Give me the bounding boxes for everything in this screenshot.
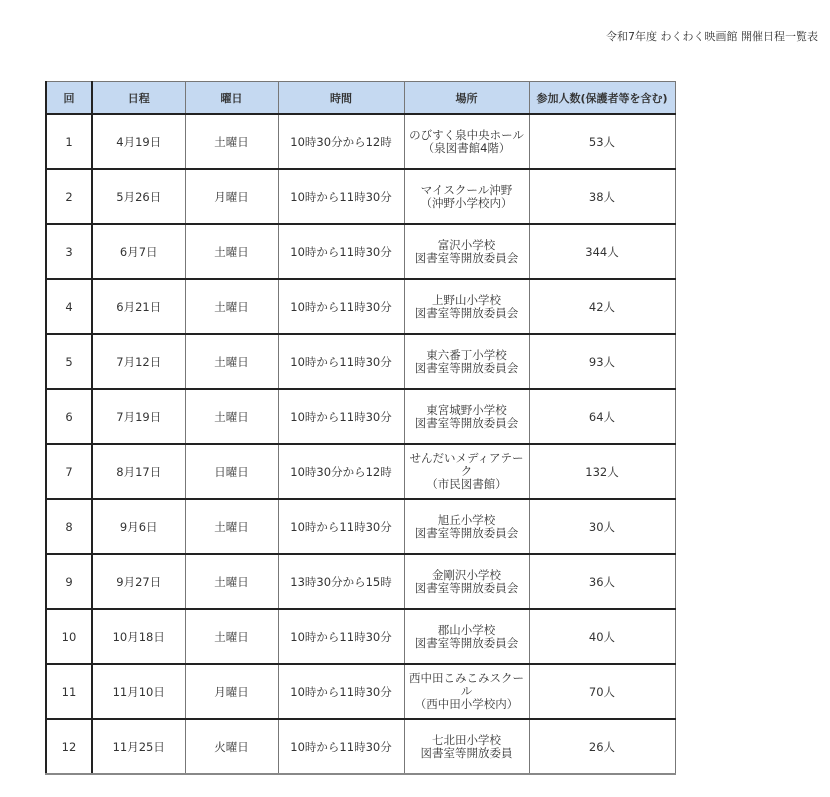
cell-time: 10時から11時30分 — [278, 719, 404, 774]
table-row — [46, 609, 675, 664]
cell-weekday: 土曜日 — [185, 554, 278, 609]
place-detail: （沖野小学校内） — [420, 195, 513, 210]
cell-time: 10時から11時30分 — [278, 609, 404, 664]
place-name: のびすく泉中央ホール — [409, 127, 524, 142]
place-detail: （泉図書館4階） — [422, 140, 511, 155]
table-row — [46, 114, 675, 169]
cell-count: 26人 — [529, 719, 675, 774]
table-row — [46, 444, 675, 499]
place-detail: 図書室等開放委員会 — [414, 580, 519, 595]
cell-count: 64人 — [529, 389, 675, 444]
header-no: 回 — [46, 82, 92, 115]
cell-time: 10時から11時30分 — [278, 224, 404, 279]
place-detail: 図書室等開放委員会 — [414, 305, 519, 320]
cell-no: 5 — [46, 334, 92, 389]
place-name: 郡山小学校 — [437, 622, 496, 637]
cell-date: 6月7日 — [92, 224, 185, 279]
place-name: 旭丘小学校 — [437, 512, 496, 527]
cell-place — [404, 279, 529, 334]
cell-weekday: 土曜日 — [185, 224, 278, 279]
cell-weekday: 月曜日 — [185, 664, 278, 719]
place-name: せんだいメディアテーク — [409, 451, 524, 478]
place-name: 金剛沢小学校 — [432, 567, 501, 582]
cell-place — [404, 114, 529, 169]
table-row — [46, 554, 675, 609]
cell-time: 10時から11時30分 — [278, 389, 404, 444]
cell-count: 70人 — [529, 664, 675, 719]
cell-date: 9月27日 — [92, 554, 185, 609]
place-detail: 図書室等開放委員会 — [414, 415, 519, 430]
cell-weekday: 土曜日 — [185, 279, 278, 334]
cell-no: 12 — [46, 719, 92, 774]
cell-place — [404, 664, 529, 719]
place-detail: （市民図書館） — [426, 477, 507, 491]
cell-count: 344人 — [529, 224, 675, 279]
cell-weekday: 土曜日 — [185, 609, 278, 664]
cell-place — [404, 444, 529, 499]
header-place: 場所 — [404, 82, 529, 115]
document-title: 令和7年度 わくわく映画館 開催日程一覧表 — [606, 30, 818, 43]
cell-no: 8 — [46, 499, 92, 554]
cell-time: 10時から11時30分 — [278, 499, 404, 554]
cell-weekday: 月曜日 — [185, 169, 278, 224]
cell-date: 6月21日 — [92, 279, 185, 334]
cell-date: 10月18日 — [92, 609, 185, 664]
cell-weekday: 土曜日 — [185, 389, 278, 444]
place-detail: 図書室等開放委員会 — [414, 360, 519, 375]
schedule-table — [45, 81, 676, 775]
table-row — [46, 224, 675, 279]
place-name: 東六番丁小学校 — [426, 347, 507, 362]
table-row — [46, 169, 675, 224]
cell-count: 93人 — [529, 334, 675, 389]
cell-count: 132人 — [529, 444, 675, 499]
cell-time: 10時から11時30分 — [278, 664, 404, 719]
cell-place — [404, 334, 529, 389]
cell-no: 2 — [46, 169, 92, 224]
place-detail: 図書室等開放委員会 — [414, 635, 519, 650]
cell-place — [404, 389, 529, 444]
cell-date: 7月12日 — [92, 334, 185, 389]
cell-date: 7月19日 — [92, 389, 185, 444]
place-name: 上野山小学校 — [432, 292, 501, 307]
cell-weekday: 土曜日 — [185, 114, 278, 169]
cell-no: 3 — [46, 224, 92, 279]
cell-time: 10時から11時30分 — [278, 169, 404, 224]
cell-no: 10 — [46, 609, 92, 664]
cell-date: 5月26日 — [92, 169, 185, 224]
cell-time: 10時から11時30分 — [278, 334, 404, 389]
table-row — [46, 664, 675, 719]
place-detail: 図書室等開放委員 — [420, 745, 513, 760]
cell-count: 30人 — [529, 499, 675, 554]
table-row — [46, 334, 675, 389]
cell-no: 9 — [46, 554, 92, 609]
cell-count: 53人 — [529, 114, 675, 169]
cell-no: 1 — [46, 114, 92, 169]
place-detail: 図書室等開放委員会 — [414, 250, 519, 265]
table-header-row — [46, 82, 675, 115]
cell-time: 10時から11時30分 — [278, 279, 404, 334]
cell-no: 4 — [46, 279, 92, 334]
cell-date: 11月10日 — [92, 664, 185, 719]
cell-weekday: 土曜日 — [185, 499, 278, 554]
cell-count: 38人 — [529, 169, 675, 224]
cell-weekday: 火曜日 — [185, 719, 278, 774]
place-name: 七北田小学校 — [432, 732, 501, 747]
cell-date: 4月19日 — [92, 114, 185, 169]
place-name: マイスクール沖野 — [420, 182, 513, 197]
table-row — [46, 719, 675, 774]
cell-count: 36人 — [529, 554, 675, 609]
cell-count: 40人 — [529, 609, 675, 664]
table-row — [46, 499, 675, 554]
place-name: 西中田こみこみスクール — [409, 671, 524, 698]
cell-date: 8月17日 — [92, 444, 185, 499]
cell-place — [404, 609, 529, 664]
cell-place — [404, 554, 529, 609]
cell-weekday: 日曜日 — [185, 444, 278, 499]
header-count: 参加人数(保護者等を含む) — [529, 82, 675, 115]
cell-no: 7 — [46, 444, 92, 499]
table-row — [46, 279, 675, 334]
cell-time: 10時30分から12時 — [278, 444, 404, 499]
place-detail: （西中田小学校内） — [414, 697, 519, 711]
cell-place — [404, 169, 529, 224]
place-name: 富沢小学校 — [437, 237, 496, 252]
cell-place — [404, 224, 529, 279]
cell-date: 9月6日 — [92, 499, 185, 554]
header-date: 日程 — [92, 82, 185, 115]
header-weekday: 曜日 — [185, 82, 278, 115]
table-row — [46, 389, 675, 444]
cell-date: 11月25日 — [92, 719, 185, 774]
cell-count: 42人 — [529, 279, 675, 334]
cell-place — [404, 499, 529, 554]
cell-weekday: 土曜日 — [185, 334, 278, 389]
place-detail: 図書室等開放委員会 — [414, 525, 519, 540]
cell-time: 10時30分から12時 — [278, 114, 404, 169]
cell-place — [404, 719, 529, 774]
place-name: 東宮城野小学校 — [426, 402, 507, 417]
cell-time: 13時30分から15時 — [278, 554, 404, 609]
cell-no: 11 — [46, 664, 92, 719]
header-time: 時間 — [278, 82, 404, 115]
cell-no: 6 — [46, 389, 92, 444]
